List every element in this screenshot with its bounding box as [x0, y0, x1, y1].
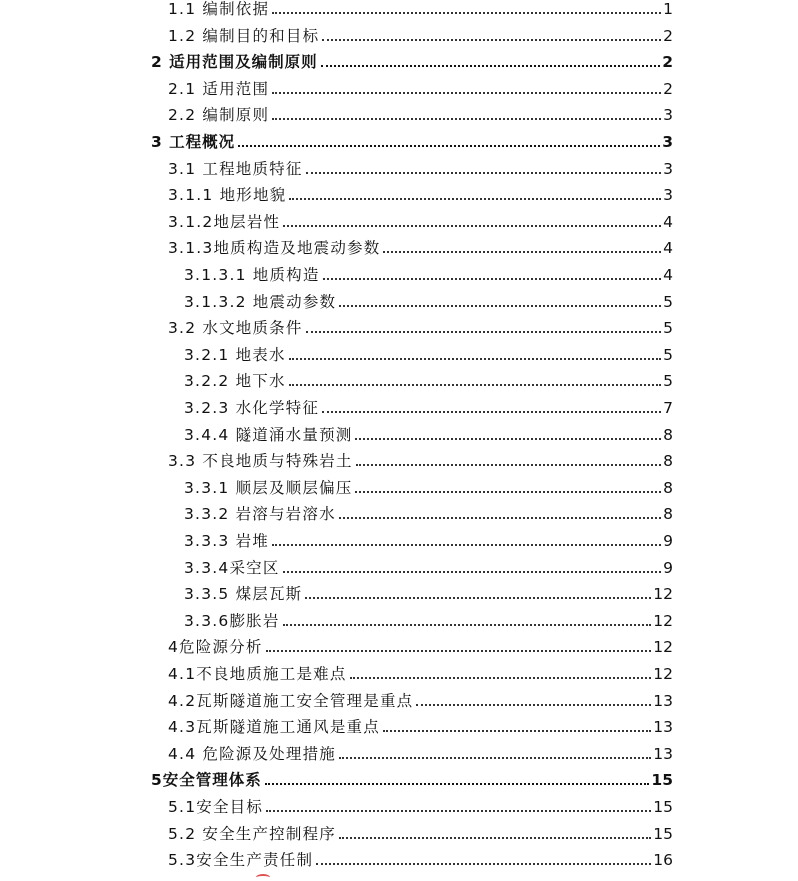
toc-entry[interactable] [168, 657, 673, 683]
toc-entry[interactable] [184, 551, 673, 577]
toc-leader-dots [321, 65, 661, 67]
toc-entry[interactable] [168, 0, 673, 18]
toc-leader-dots [272, 92, 661, 94]
toc-entry[interactable] [168, 817, 673, 843]
toc-entry-label: 5.2 安全生产控制程序 [168, 824, 336, 843]
toc-entry-page-number: 4 [663, 266, 673, 284]
toc-entry-label: 3 工程概况 [151, 133, 236, 151]
toc-leader-dots [272, 118, 661, 120]
toc-entry-page-number: 3 [662, 133, 673, 151]
toc-entry-page-number: 15 [653, 824, 673, 843]
toc-entry-label: 2.1 适用范围 [168, 79, 270, 98]
toc-entry-label: 5.1安全目标 [168, 798, 264, 816]
toc-leader-dots [283, 571, 661, 573]
toc-entry-label: 3.2.3 水化学特征 [184, 399, 320, 417]
toc-entry[interactable] [168, 178, 673, 204]
toc-entry-label: 3.1.1 地形地貌 [168, 186, 287, 205]
toc-entry-label: 3.1.2地层岩性 [168, 212, 281, 231]
toc-entry-page-number: 2 [663, 26, 673, 45]
toc-entry-page-number: 9 [663, 558, 673, 577]
toc-leader-dots [339, 305, 661, 307]
toc-entry-page-number: 8 [663, 505, 673, 524]
toc-entry-page-number: 13 [653, 744, 673, 763]
toc-entry-page-number: 3 [663, 106, 673, 125]
toc-leader-dots [272, 544, 661, 546]
toc-entry-page-number: 5 [663, 372, 673, 391]
toc-entry[interactable] [184, 338, 673, 364]
toc-leader-dots [266, 650, 652, 652]
toc-entry-page-number: 15 [651, 771, 673, 790]
toc-leader-dots [339, 837, 651, 839]
toc-leader-dots [289, 358, 661, 360]
toc-entry-label: 3.2 水文地质条件 [168, 319, 303, 338]
toc-entry[interactable] [168, 790, 673, 816]
toc-leader-dots [355, 438, 661, 440]
toc-entry-label: 3.1.3.1 地质构造 [184, 266, 320, 284]
toc-entry[interactable] [168, 152, 673, 178]
toc-entry-label: 2.2 编制原则 [168, 106, 270, 125]
toc-entry-page-number: 16 [653, 851, 673, 870]
toc-leader-dots [283, 225, 661, 227]
toc-entry-page-number: 15 [653, 798, 673, 816]
toc-entry[interactable] [168, 311, 673, 337]
toc-entry[interactable] [168, 231, 673, 257]
toc-entry-page-number: 5 [663, 319, 673, 338]
toc-entry-page-number: 8 [663, 425, 673, 444]
toc-leader-dots [323, 278, 661, 280]
toc-leader-dots [289, 198, 661, 200]
toc-entry[interactable] [184, 418, 673, 444]
toc-entry-page-number: 7 [663, 399, 673, 417]
toc-entry[interactable] [151, 45, 673, 71]
toc-entry-label: 3.3 不良地质与特殊岩土 [168, 452, 353, 471]
toc-entry-page-number: 13 [653, 718, 673, 737]
toc-leader-dots [322, 39, 661, 41]
toc-entry-label: 1.2 编制目的和目标 [168, 26, 320, 45]
toc-entry-page-number: 2 [662, 53, 673, 72]
toc-entry[interactable] [168, 710, 673, 736]
toc-entry-label: 3.4.4 隧道涌水量预测 [184, 425, 353, 444]
toc-entry-page-number: 13 [653, 691, 673, 710]
toc-entry[interactable] [184, 285, 673, 311]
toc-entry-label: 2 适用范围及编制原则 [151, 53, 318, 72]
toc-leader-dots [350, 677, 652, 679]
toc-entry-label: 3.3.1 顺层及顺层偏压 [184, 478, 353, 497]
toc-entry-page-number: 4 [663, 212, 673, 231]
toc-entry-label: 3.2.2 地下水 [184, 372, 286, 391]
toc-entry[interactable] [168, 630, 673, 656]
toc-entry-label: 5安全管理体系 [151, 771, 262, 790]
toc-entry[interactable] [168, 444, 673, 470]
toc-leader-dots [306, 331, 661, 333]
toc-entry-page-number: 5 [663, 345, 673, 364]
toc-entry-label: 4.2瓦斯隧道施工安全管理是重点 [168, 691, 414, 710]
toc-entry-page-number: 12 [653, 611, 673, 630]
toc-entry[interactable] [184, 391, 673, 417]
toc-entry-page-number: 12 [653, 585, 673, 604]
toc-entry[interactable] [168, 205, 673, 231]
toc-leader-dots [355, 491, 661, 493]
toc-entry-label: 3.3.2 岩溶与岩溶水 [184, 505, 336, 524]
toc-entry-label: 3.3.4采空区 [184, 558, 280, 577]
toc-entry-page-number: 5 [663, 292, 673, 311]
toc-entry-page-number: 1 [663, 0, 673, 18]
toc-entry-label: 4.3瓦斯隧道施工通风是重点 [168, 718, 380, 737]
toc-leader-dots [266, 810, 651, 812]
toc-entry[interactable] [184, 258, 673, 284]
toc-entry[interactable] [184, 524, 673, 550]
toc-leader-dots [339, 517, 661, 519]
toc-leader-dots [316, 863, 651, 865]
red-stamp-fragment [256, 874, 270, 881]
toc-entry[interactable] [184, 364, 673, 390]
toc-entry[interactable] [184, 497, 673, 523]
toc-entry[interactable] [168, 843, 673, 869]
toc-entry[interactable] [184, 471, 673, 497]
toc-entry-label: 3.3.5 煤层瓦斯 [184, 585, 303, 604]
toc-entry-page-number: 9 [663, 532, 673, 550]
toc-leader-dots [383, 251, 661, 253]
toc-leader-dots [356, 464, 661, 466]
toc-entry-label: 4.1不良地质施工是难点 [168, 665, 347, 683]
toc-leader-dots [289, 384, 661, 386]
toc-entry-page-number: 8 [663, 452, 673, 471]
toc-entry-label: 3.2.1 地表水 [184, 345, 286, 364]
toc-leader-dots [265, 783, 650, 785]
toc-entry-page-number: 2 [663, 79, 673, 98]
toc-entry[interactable] [168, 684, 673, 710]
toc-entry[interactable] [151, 763, 673, 789]
toc-entry-label: 1.1 编制依据 [168, 0, 270, 18]
toc-leader-dots [322, 411, 661, 413]
toc-entry[interactable] [184, 604, 673, 630]
toc-entry-page-number: 3 [663, 186, 673, 205]
toc-entry-page-number: 12 [653, 638, 673, 657]
toc-entry-label: 4危险源分析 [168, 638, 263, 657]
toc-entry-label: 3.1.3.2 地震动参数 [184, 292, 337, 311]
toc-leader-dots [383, 730, 651, 732]
toc-leader-dots [283, 624, 652, 626]
toc-entry-label: 3.3.6膨胀岩 [184, 611, 280, 630]
toc-leader-dots [305, 597, 651, 599]
toc-leader-dots [272, 12, 661, 14]
toc-leader-dots [238, 145, 660, 147]
toc-entry[interactable] [168, 98, 673, 124]
toc-entry-label: 4.4 危险源及处理措施 [168, 744, 336, 763]
toc-leader-dots [306, 172, 661, 174]
toc-entry[interactable] [151, 125, 673, 151]
toc-entry[interactable] [168, 737, 673, 763]
toc-leader-dots [416, 704, 651, 706]
toc-entry[interactable] [168, 72, 673, 98]
toc-entry[interactable] [184, 577, 673, 603]
toc-entry-label: 3.3.3 岩堆 [184, 532, 269, 550]
toc-entry-label: 5.3安全生产责任制 [168, 851, 314, 870]
toc-entry-page-number: 3 [663, 159, 673, 178]
toc-entry-page-number: 8 [663, 478, 673, 497]
toc-entry-page-number: 12 [653, 665, 673, 683]
toc-entry-label: 3.1.3地质构造及地震动参数 [168, 239, 381, 258]
toc-leader-dots [339, 757, 651, 759]
toc-entry[interactable] [168, 19, 673, 45]
toc-entry-label: 3.1 工程地质特征 [168, 159, 303, 178]
toc-entry-page-number: 4 [663, 239, 673, 258]
